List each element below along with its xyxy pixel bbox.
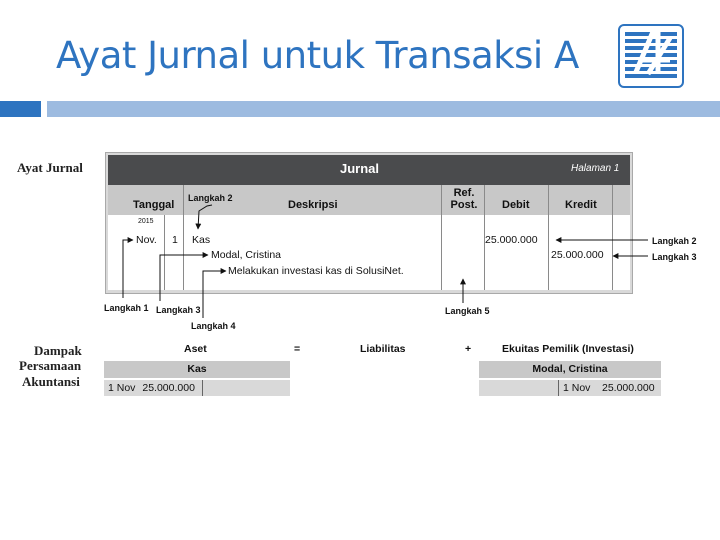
modal-credit-amount: 25.000.000: [602, 382, 655, 394]
modal-t-divider: [558, 380, 559, 396]
kas-debit-amount: 25.000.000: [142, 382, 195, 394]
equation-plus: +: [465, 343, 472, 355]
annot-langkah-5: Langkah 5: [445, 306, 490, 316]
akuntansi-label: Akuntansi: [22, 374, 80, 389]
entry-day: 1: [172, 234, 178, 246]
kas-account-body: [104, 380, 290, 396]
slide-title: Ayat Jurnal untuk Transaksi A: [56, 34, 579, 77]
journal-title: Jurnal: [340, 161, 380, 176]
annot-langkah-3-bottom: Langkah 3: [156, 305, 201, 315]
entry-year: 2015: [138, 218, 154, 225]
debit-account: Kas: [192, 234, 211, 246]
annot-langkah-4: Langkah 4: [191, 321, 236, 331]
col-deskripsi: Deskripsi: [288, 199, 338, 211]
kas-t-divider: [202, 380, 203, 396]
debit-amount: 25.000.000: [485, 234, 538, 246]
col-tanggal: Tanggal: [133, 199, 175, 211]
col-ref-line1: Ref.: [453, 187, 475, 199]
ayat-jurnal-label: Ayat Jurnal: [17, 160, 83, 175]
persamaan-label: Persamaan: [19, 358, 82, 373]
col-debit: Debit: [502, 199, 530, 211]
dampak-label: Dampak: [34, 343, 82, 358]
annot-langkah-2-top: Langkah 2: [188, 193, 233, 203]
equation-liabilitas: Liabilitas: [360, 343, 406, 355]
equation-aset: Aset: [184, 343, 207, 355]
modal-account-body: [479, 380, 661, 396]
annot-langkah-3-right: Langkah 3: [652, 252, 697, 262]
kas-debit-date: 1 Nov: [108, 382, 136, 394]
equation-ekuitas: Ekuitas Pemilik (Investasi): [502, 343, 634, 355]
entry-explanation: Melakukan investasi kas di SolusiNet.: [228, 265, 404, 277]
modal-credit-date: 1 Nov: [563, 382, 591, 394]
annot-langkah-2-right: Langkah 2: [652, 236, 697, 246]
annot-langkah-1: Langkah 1: [104, 303, 149, 313]
col-kredit: Kredit: [565, 199, 597, 211]
equation-equals: =: [294, 343, 301, 355]
journal-page-label: Halaman 1: [571, 163, 620, 174]
modal-account-title: Modal, Cristina: [479, 361, 661, 378]
col-ref-line2: Post.: [450, 199, 478, 211]
kas-account-title: Kas: [104, 361, 290, 378]
entry-month: Nov.: [136, 234, 157, 246]
credit-account: Modal, Cristina: [211, 249, 282, 261]
credit-amount: 25.000.000: [551, 249, 604, 261]
